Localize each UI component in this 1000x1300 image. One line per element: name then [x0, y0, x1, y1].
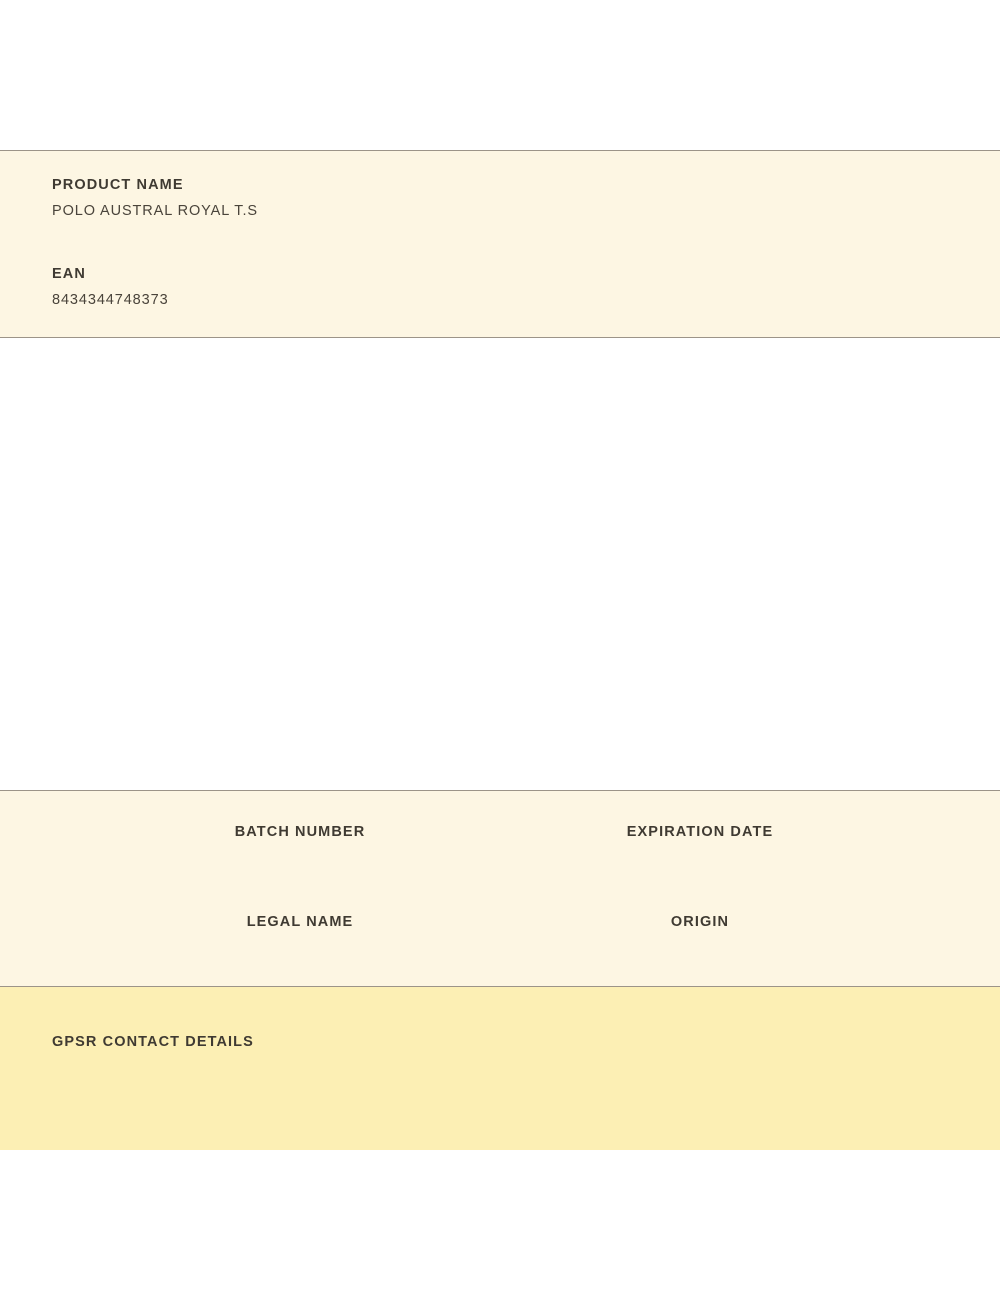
gpsr-contact-details-label: GPSR CONTACT DETAILS — [52, 1034, 254, 1050]
expiration-date-label: EXPIRATION DATE — [626, 824, 774, 840]
ean-value: 8434344748373 — [52, 292, 169, 308]
page-footer-area — [0, 1150, 1000, 1300]
origin-label: ORIGIN — [670, 914, 730, 930]
traceability-panel — [0, 790, 1000, 987]
identification-panel — [0, 150, 1000, 338]
legal-name-label: LEGAL NAME — [246, 914, 354, 930]
product-name-label: PRODUCT NAME — [52, 177, 184, 193]
ean-label: EAN — [52, 266, 86, 282]
product-name-value: POLO AUSTRAL ROYAL T.S — [52, 203, 258, 219]
ean-field — [52, 266, 169, 308]
gpsr-panel — [0, 987, 1000, 1150]
product-image-area — [0, 338, 1000, 790]
batch-number-label: BATCH NUMBER — [234, 824, 366, 840]
product-name-field — [52, 177, 258, 219]
